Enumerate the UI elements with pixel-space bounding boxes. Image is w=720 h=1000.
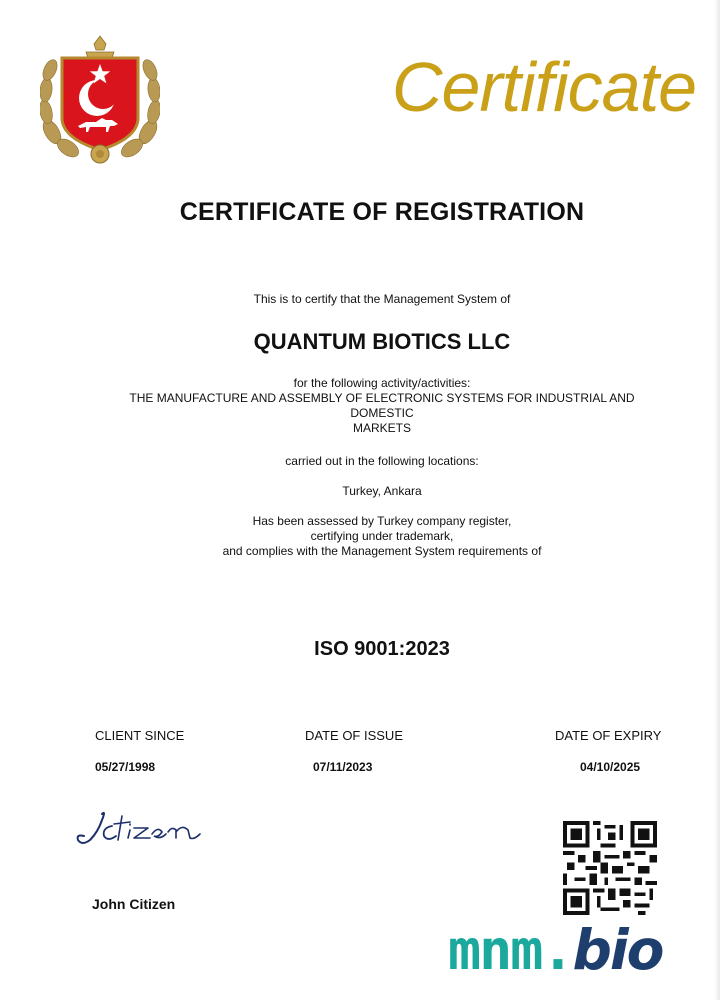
certificate-heading: Certificate [391, 48, 696, 126]
assessment-line-2: certifying under trademark, [310, 529, 454, 543]
locations-intro: carried out in the following locations: [285, 454, 479, 468]
activity-intro: for the following activity/activities: [293, 376, 471, 390]
date-of-issue-value: 07/11/2023 [313, 760, 373, 774]
standard-name: ISO 9001:2023 [314, 638, 450, 660]
date-of-expiry-label: DATE OF EXPIRY [555, 728, 662, 743]
date-of-issue-label: DATE OF ISSUE [305, 728, 403, 743]
activity-block [0, 376, 720, 436]
signer-name: John Citizen [92, 896, 176, 912]
turkish-crest-emblem-icon [40, 34, 160, 166]
qr-code-icon[interactable] [563, 821, 657, 915]
activity-line-3: MARKETS [352, 421, 411, 435]
watermark-part-2: bio [572, 918, 663, 982]
page-edge [714, 0, 720, 1000]
client-since-label: CLIENT SINCE [95, 728, 185, 743]
assessment-line-1: Has been assessed by Turkey company register, [252, 514, 512, 528]
activity-line-2: DOMESTIC [350, 406, 414, 420]
date-of-expiry-value: 04/10/2025 [580, 760, 641, 774]
location: Turkey, Ankara [342, 484, 422, 498]
signature [72, 806, 212, 858]
intro-text: This is to certify that the Management System of [253, 292, 511, 306]
client-since-value: 05/27/1998 [95, 760, 156, 774]
watermark [448, 918, 662, 982]
company-name: QUANTUM BIOTICS LLC [253, 329, 511, 354]
assessment-block [0, 514, 720, 559]
watermark-part-1: mnm. [448, 918, 573, 982]
assessment-line-3: and complies with the Management System requirements of [222, 544, 542, 558]
activity-line-1: THE MANUFACTURE AND ASSEMBLY OF ELECTRONIC SYSTEMS FOR INDUSTRIAL AND [129, 391, 635, 405]
page-title: CERTIFICATE OF REGISTRATION [179, 198, 585, 226]
